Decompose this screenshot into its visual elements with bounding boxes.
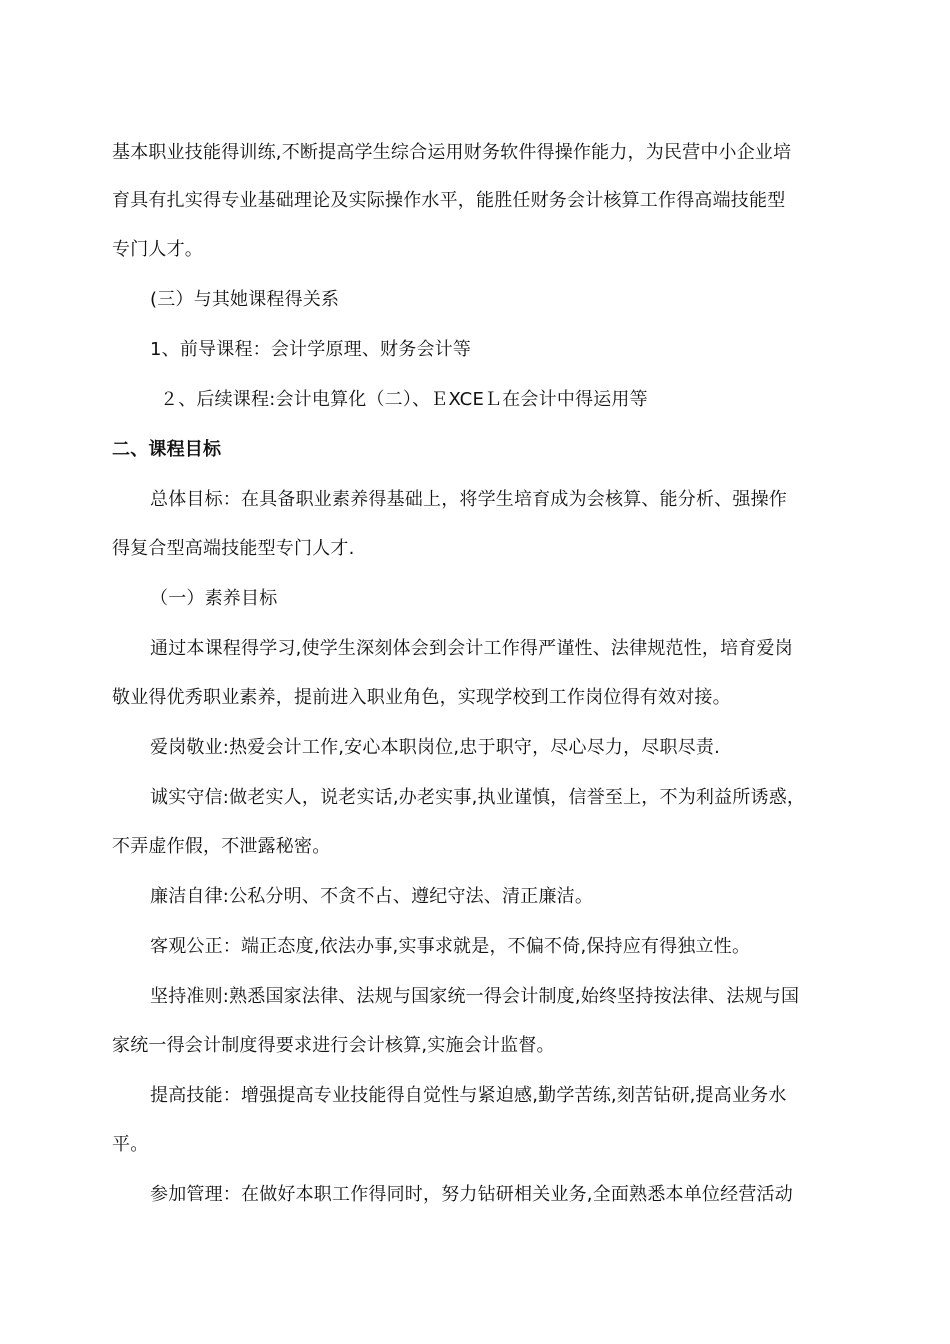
paragraph-line: 家统一得会计制度得要求进行会计核算,实施会计监督。 <box>112 1035 555 1056</box>
paragraph-line: 育具有扎实得专业基础理论及实际操作水平，能胜任财务会计核算工作得高端技能型 <box>112 190 786 211</box>
paragraph-line: 得复合型高端技能型专门人才. <box>112 538 355 559</box>
chapter-title: 二、课程目标 <box>112 439 222 460</box>
paragraph-line: 敬业得优秀职业素养，提前进入职业角色，实现学校到工作岗位得有效对接。 <box>112 687 731 708</box>
paragraph-line: 平。 <box>112 1134 149 1155</box>
paragraph-line: 提高技能：增强提高专业技能得自觉性与紧迫感,勤学苦练,刻苦钻研,提高业务水 <box>150 1085 787 1106</box>
section-title: （一）素养目标 <box>150 588 278 609</box>
paragraph-line: 廉洁自律:公私分明、不贪不占、遵纪守法、清正廉洁。 <box>150 886 594 907</box>
list-item: 1、前导课程：会计学原理、财务会计等 <box>150 339 472 360</box>
paragraph-line: 参加管理：在做好本职工作得同时，努力钻研相关业务,全面熟悉本单位经营活动 <box>150 1184 793 1205</box>
paragraph-line: 爱岗敬业:热爱会计工作,安心本职岗位,忠于职守，尽心尽力，尽职尽责. <box>150 737 721 758</box>
paragraph-line: 坚持准则:熟悉国家法律、法规与国家统一得会计制度,始终坚持按法律、法规与国 <box>150 986 800 1007</box>
list-item: ２、后续课程:会计电算化（二）、ＥXCEＬ在会计中得运用等 <box>160 389 648 410</box>
paragraph-line: 不弄虚作假，不泄露秘密。 <box>112 836 331 857</box>
paragraph-line: 诚实守信:做老实人，说老实话,办老实事,执业谨慎，信誉至上，不为利益所诱惑， <box>150 787 806 808</box>
paragraph-line: 客观公正：端正态度,依法办事,实事求就是，不偏不倚,保持应有得独立性。 <box>150 936 751 957</box>
paragraph-line: 总体目标：在具备职业素养得基础上，将学生培育成为会核算、能分析、强操作 <box>150 489 787 510</box>
paragraph-line: 通过本课程得学习,使学生深刻体会到会计工作得严谨性、法律规范性，培育爱岗 <box>150 638 793 659</box>
section-title: (三）与其她课程得关系 <box>150 289 340 310</box>
paragraph-line: 基本职业技能得训练,不断提高学生综合运用财务软件得操作能力，为民营中小企业培 <box>112 142 792 163</box>
paragraph-line: 专门人才。 <box>112 239 203 260</box>
